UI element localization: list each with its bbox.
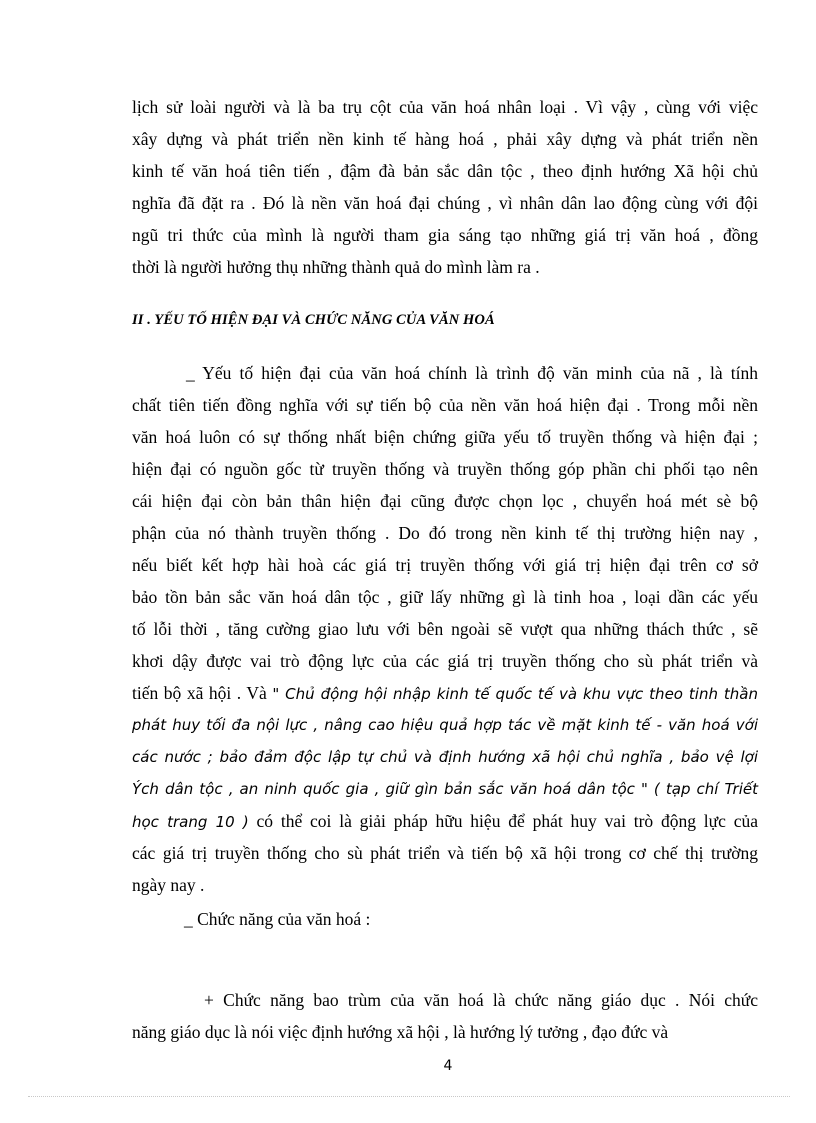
paragraph-1-line-5: ngũ tri thức của mình là người tham gia sáng tạo những giá trị văn hoá , đồng (132, 225, 758, 245)
quote-start: " Chủ động hội nhập kinh tế quốc tế và khu vực theo tinh thần (272, 685, 758, 703)
paragraph-2-line-7: nếu biết kết hợp hài hoà các giá trị truyền thống với giá trị hiện đại trên cơ sở (132, 555, 758, 575)
paragraph-3-line-2: năng giáo dục là nói việc định hướng xã hội , là hướng lý tưởng , đạo đức và (132, 1022, 669, 1042)
paragraph-2-line-16: các giá trị truyền thống cho sù phát triển và tiến bộ xã hội trong cơ chế thị trường (132, 843, 758, 863)
paragraph-2-line-4: hiện đại có nguồn gốc từ truyền thống và truyền thống góp phần chi phối tạo nên (132, 459, 758, 479)
paragraph-2-line-6: phận của nó thành truyền thống . Do đó trong nền kinh tế thị trường hiện nay , (132, 523, 758, 543)
paragraph-2-line-15-plain: có thể coi là giải pháp hữu hiệu để phát huy vai trò động lực của (248, 811, 758, 831)
paragraph-2-line-3: văn hoá luôn có sự thống nhất biện chứng giữa yếu tố truyền thống và hiện đại ; (132, 427, 758, 447)
paragraph-1-line-4: nghĩa đã đặt ra . Đó là nền văn hoá đại chúng , vì nhân dân lao động cùng với đội (132, 193, 758, 213)
footer-divider (28, 1096, 790, 1097)
paragraph-3-line-1: + Chức năng bao trùm của văn hoá là chức năng giáo dục . Nói chức (204, 990, 758, 1010)
section-heading: II . YẾU TỐ HIỆN ĐẠI VÀ CHỨC NĂNG CỦA VĂN HOÁ (132, 312, 495, 328)
paragraph-2-line-5: cái hiện đại còn bản thân hiện đại cũng được chọn lọc , chuyển hoá mét sè bộ (132, 491, 758, 511)
paragraph-1-line-3: kinh tế văn hoá tiên tiến , đậm đà bản sắc dân tộc , theo định hướng Xã hội chủ (132, 161, 758, 181)
paragraph-1-line-6: thời là người hưởng thụ những thành quả do mình làm ra . (132, 257, 540, 277)
paragraph-2-line-10: khơi dậy được vai trò động lực của các giá trị truyền thống cho sù phát triển và (132, 651, 758, 671)
paragraph-2-line-9: tố lỗi thời , tăng cường giao lưu với bên ngoài sẽ vượt qua những thách thức , sẽ (132, 619, 758, 639)
quote-line-1: phát huy tối đa nội lực , nâng cao hiệu quả hợp tác về mặt kinh tế - văn hoá với (132, 716, 758, 734)
paragraph-2-line-15 (132, 809, 758, 834)
quote-line-2: các nước ; bảo đảm độc lập tự chủ và định hướng xã hội chủ nghĩa , bảo vệ lợi (132, 748, 758, 766)
page-number: 4 (443, 1058, 453, 1074)
paragraph-2-line-17: ngày nay . (132, 875, 205, 895)
paragraph-2-line-11-plain: tiến bộ xã hội . Và (132, 683, 273, 703)
quote-line-3: Ých dân tộc , an ninh quốc gia , giữ gìn bản sắc văn hoá dân tộc " ( tạp chí Triết (132, 780, 758, 798)
paragraph-2-line-1: _ Yếu tố hiện đại của văn hoá chính là trình độ văn minh của nã , là tính (186, 363, 758, 383)
paragraph-2-line-2: chất tiên tiến đồng nghĩa với sự tiến bộ của nền văn hoá hiện đại . Trong mỗi nền (132, 395, 758, 415)
citation: học trang 10 ) (132, 813, 249, 831)
paragraph-1-line-2: xây dựng và phát triển nền kinh tế hàng hoá , phải xây dựng và phát triển nền (132, 129, 758, 149)
paragraph-2-line-11 (132, 681, 758, 706)
paragraph-2-line-8: bảo tồn bản sắc văn hoá dân tộc , giữ lấy những gì là tinh hoa , loại dần các yếu (132, 587, 758, 607)
functions-label: _ Chức năng của văn hoá : (184, 909, 371, 929)
paragraph-1-line-1: lịch sử loài người và là ba trụ cột của văn hoá nhân loại . Vì vậy , cùng với việc (132, 97, 758, 117)
